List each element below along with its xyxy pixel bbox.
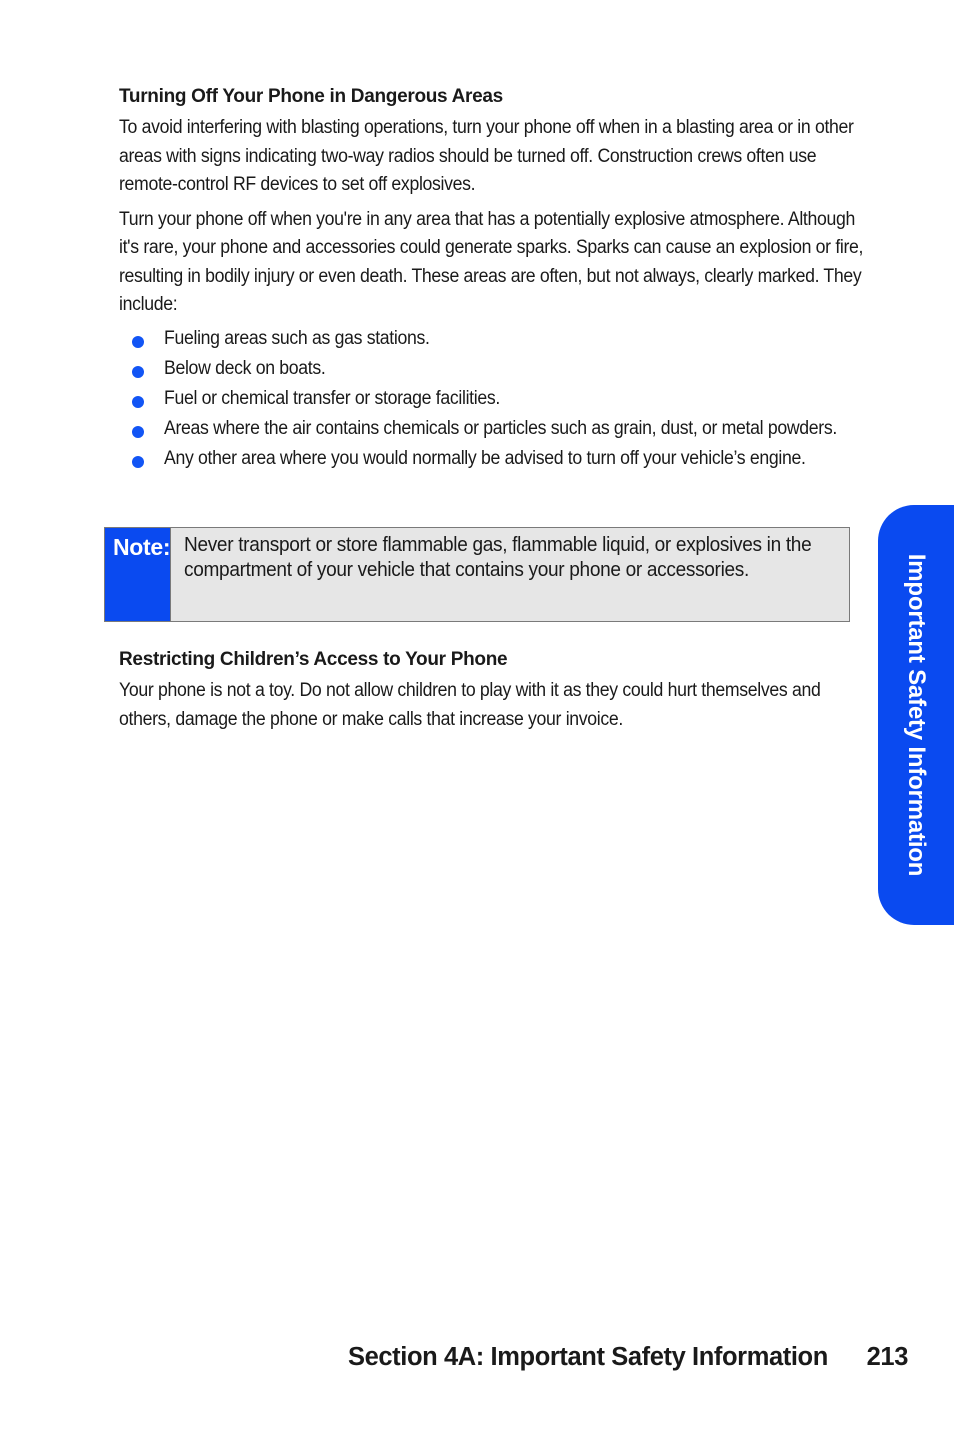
section-heading-dangerous-areas: Turning Off Your Phone in Dangerous Areas [119, 86, 503, 107]
note-label: Note: [105, 528, 171, 621]
bullet-dot-icon [132, 396, 144, 408]
side-section-tab [878, 505, 954, 925]
footer-section-title: Section 4A: Important Safety Information [348, 1343, 828, 1371]
bullet-dot-icon [132, 336, 144, 348]
list-item [119, 356, 869, 382]
section-heading-children-access: Restricting Children’s Access to Your Phone [119, 649, 508, 670]
note-box [104, 527, 850, 622]
bullet-dot-icon [132, 366, 144, 378]
list-item-text: Fuel or chemical transfer or storage facilities. [164, 387, 500, 409]
side-tab-label: Important Safety Information [903, 553, 930, 877]
note-text: Never transport or store flammable gas, flammable liquid, or explosives in the compartment of your vehicle that contains your phone or accessories. [184, 533, 812, 581]
list-item [119, 326, 869, 352]
list-item [119, 386, 869, 412]
list-item [119, 416, 869, 442]
paragraph-explosive-atmosphere: Turn your phone off when you're in any area that has a potentially explosive atmosphere. Although it's rare, your phone and accessories could generate sparks. Sparks can cause an explosion or fire, resulting in bodily injury or even death. These areas are often, but not always, clearly marked. They include: [119, 208, 864, 315]
page-footer [348, 1343, 908, 1372]
bullet-dot-icon [132, 456, 144, 468]
page-number: 213 [866, 1343, 908, 1371]
section-dangerous-areas [119, 84, 869, 476]
section-children-access [119, 647, 869, 740]
paragraph-children-access: Your phone is not a toy. Do not allow children to play with it as they could hurt themselves and others, damage the phone or make calls that increase your invoice. [119, 680, 821, 730]
bullet-dot-icon [132, 426, 144, 438]
dangerous-areas-list [119, 326, 869, 472]
note-text-container [171, 528, 876, 621]
list-item-text: Below deck on boats. [164, 357, 326, 379]
list-item [119, 446, 869, 472]
list-item-text: Areas where the air contains chemicals or particles such as grain, dust, or metal powders. [164, 417, 837, 439]
list-item-text: Fueling areas such as gas stations. [164, 327, 430, 349]
paragraph-blasting: To avoid interfering with blasting operations, turn your phone off when in a blasting area or in other areas with signs indicating two-way radios should be turned off. Construction crews often use remote-control RF devices to set off explosives. [119, 117, 854, 195]
list-item-text: Any other area where you would normally be advised to turn off your vehicle’s engine. [164, 447, 806, 469]
